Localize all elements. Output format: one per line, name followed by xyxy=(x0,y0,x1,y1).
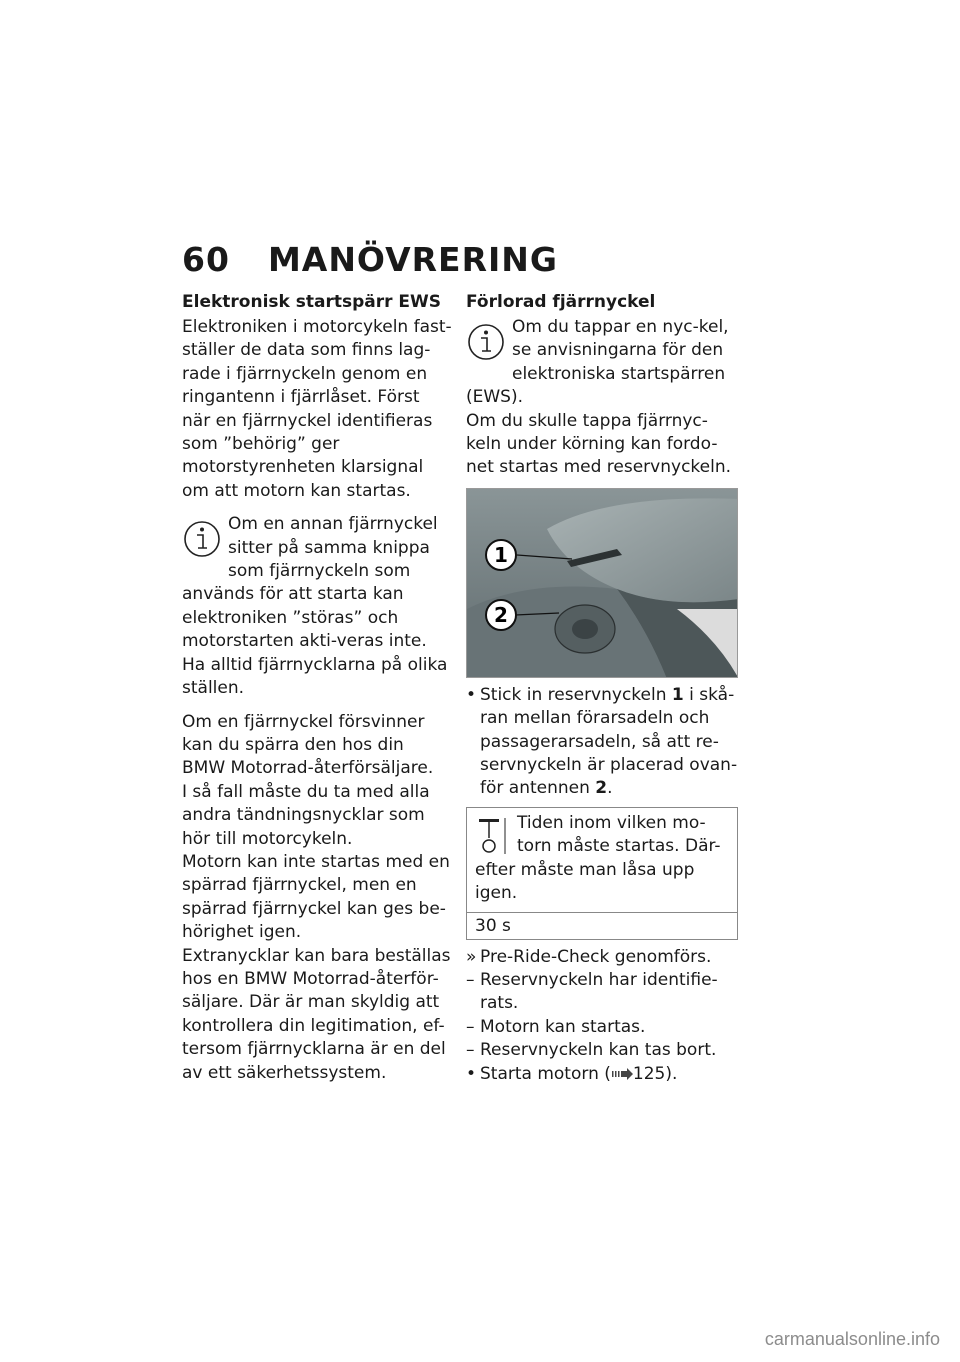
chapter-title: MANÖVRERING xyxy=(267,240,558,279)
info-note-text: Om du tappar en nyc-kel, se anvisningarna för den elektroniska startspärren (EWS). xyxy=(466,317,729,408)
page-number: 60 xyxy=(182,240,230,279)
timing-box xyxy=(466,807,738,940)
paragraph: Om en fjärrnyckel försvinner kan du spärra den hos din BMW Motorrad-återförsäljare. xyxy=(182,711,434,779)
paragraph: Motorn kan inte startas med en spärrad fjärrnyckel, men en spärrad fjärrnyckel kan ges be-hörighet igen. xyxy=(182,851,450,943)
page-reference[interactable]: 125 xyxy=(632,1063,666,1084)
info-note-text-2: Ha alltid fjärrnycklarna på olika ställen. xyxy=(182,654,448,699)
section-title-lost-key: Förlorad fjärrnyckel xyxy=(466,292,656,312)
section-title-ews: Elektronisk startspärr EWS xyxy=(182,292,442,312)
seat-key-illustration xyxy=(466,488,738,678)
timing-value: 30 s xyxy=(467,912,737,939)
paragraph: I så fall måste du ta med alla andra tändningsnycklar som hör till motorcykeln. xyxy=(182,781,430,849)
info-note-text: Om en annan fjärrnyckel sitter på samma knippa som fjärrnyckeln som används för att starta kan elektroniken ”störas” och motorstarten akti-veras inte. xyxy=(182,514,438,652)
list-item: – Reservnyckeln kan tas bort. xyxy=(466,1040,717,1061)
timing-text: Tiden inom vilken mo-torn måste startas. Där-efter måste man låsa upp igen. xyxy=(475,812,721,904)
seat-illustration xyxy=(467,489,738,678)
list-item: » Pre-Ride-Check genomförs. xyxy=(466,946,712,967)
callout-2: 2 xyxy=(494,602,508,627)
info-icon xyxy=(182,517,222,561)
page-reference-arrow-icon xyxy=(611,1068,633,1080)
stopwatch-icon xyxy=(475,816,509,856)
callout-1: 1 xyxy=(494,542,508,567)
info-icon xyxy=(466,320,506,364)
paragraph: Om du skulle tappa fjärrnyc-keln under körning kan fordo-net startas med reservnyckeln. xyxy=(466,410,732,478)
info-note xyxy=(182,513,452,700)
paragraph: Extranycklar kan bara beställas hos en BMW Motorrad-återför-säljare. Där är man skyldig att kontrollera din legitimation, ef-tersom fjärrnycklarna är en del av ett säkerhetssystem. xyxy=(182,945,451,1083)
list-item: • Starta motorn ( 125). xyxy=(466,1063,678,1084)
list-item: • Stick in reservnyckeln 1 i skå-ran mellan förarsadeln och passagerarsadeln, så att re-servnyckeln är placerad ovan-för antennen 2. xyxy=(466,684,738,799)
right-column xyxy=(466,290,740,1086)
watermark[interactable]: carmanualsonline.info xyxy=(764,1329,940,1349)
list-item: – Reservnyckeln har identifie-rats. xyxy=(466,969,718,1014)
info-note xyxy=(466,316,740,410)
step-list xyxy=(466,684,740,801)
left-column xyxy=(182,290,452,1085)
result-list xyxy=(466,946,740,1086)
list-item: – Motorn kan startas. xyxy=(466,1016,646,1037)
page-header xyxy=(182,240,558,279)
ews-paragraph: Elektroniken i motorcykeln fast-ställer de data som finns lag-rade i fjärrnyckeln genom en ringantenn i fjärrlåset. Först när en fjärrnyckel identifieras som ”behörig” ger motorstyrenheten klarsignal om att motorn kan startas. xyxy=(182,317,452,501)
